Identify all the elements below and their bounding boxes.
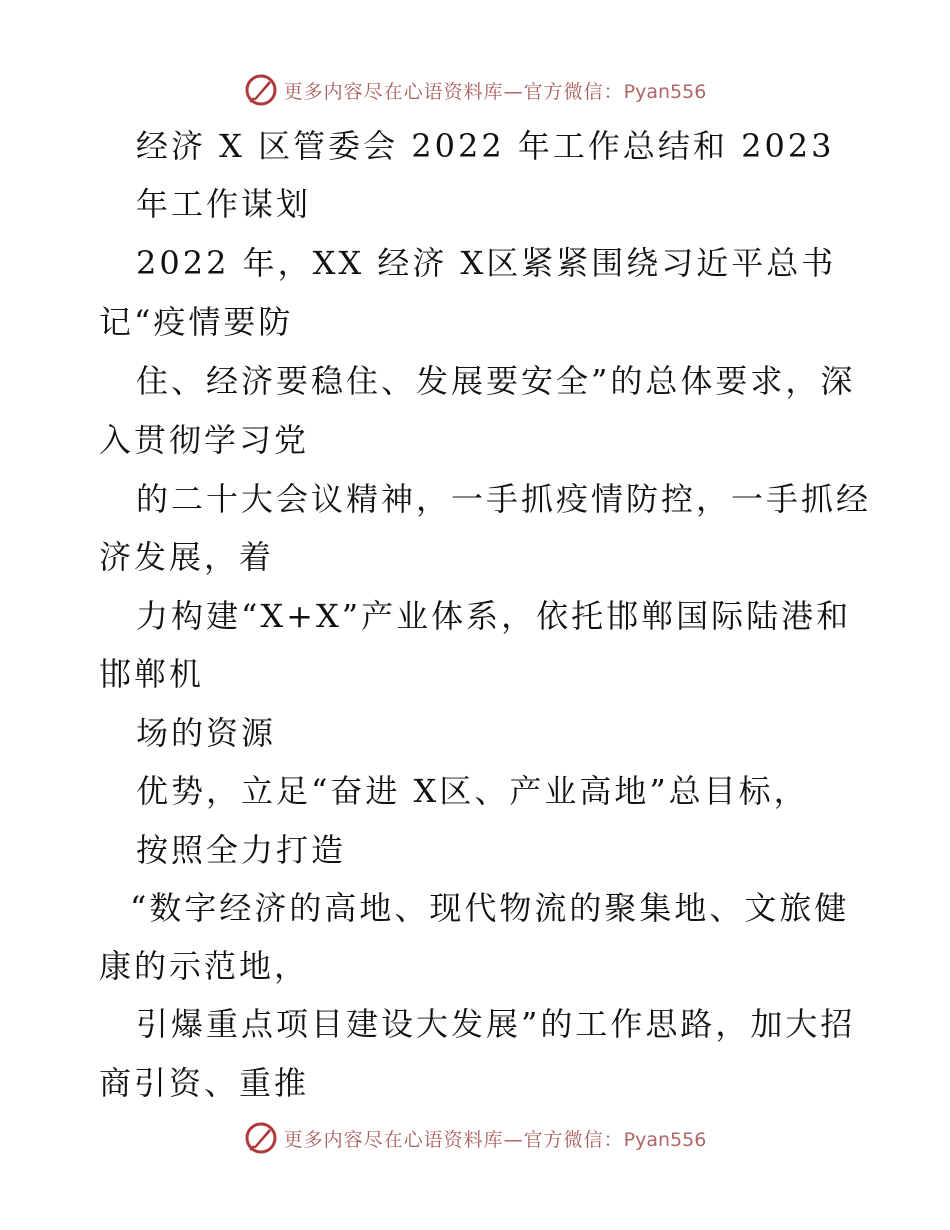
watermark-account: Pyan556 (623, 80, 707, 103)
footer-watermark (0, 1118, 950, 1158)
doc-line: 康的示范地， (99, 947, 310, 985)
doc-line: 商引资、重推 (99, 1064, 310, 1102)
doc-line: 优势，立足“奋进 X区、产业高地”总目标， (136, 772, 809, 810)
doc-line: 住、经济要稳住、发展要安全”的总体要求，深 (136, 362, 856, 400)
doc-line: 引爆重点项目建设大发展”的工作思路，加大招 (136, 1005, 856, 1043)
watermark-account: Pyan556 (623, 1128, 707, 1151)
watermark-text: 更多内容尽在心语资料库—官方微信：Pyan556 (283, 80, 707, 103)
doc-line: 场的资源 (136, 714, 277, 752)
doc-line: 邯郸机 (99, 655, 205, 693)
watermark-text: 更多内容尽在心语资料库—官方微信：Pyan556 (283, 1128, 707, 1151)
doc-title-line-1: 经济 X 区管委会 2022 年工作总结和 2023 (136, 127, 835, 165)
doc-line: 入贯彻学习党 (99, 421, 310, 459)
doc-line: 济发展，着 (99, 538, 275, 576)
doc-line: 记“疫情要防 (99, 303, 294, 341)
doc-line: “数字经济的高地、现代物流的聚集地、文旅健 (130, 889, 850, 927)
quill-logo-icon (244, 1121, 278, 1155)
doc-title-line-2: 年工作谋划 (136, 185, 312, 223)
doc-line: 按照全力打造 (136, 831, 347, 869)
doc-line: 的二十大会议精神，一手抓疫情防控，一手抓经 (136, 480, 872, 518)
doc-line: 2022 年，XX 经济 X区紧紧围绕习近平总书 (136, 244, 837, 282)
doc-line: 力构建“X+X”产业体系，依托邯郸国际陆港和 (136, 597, 852, 635)
